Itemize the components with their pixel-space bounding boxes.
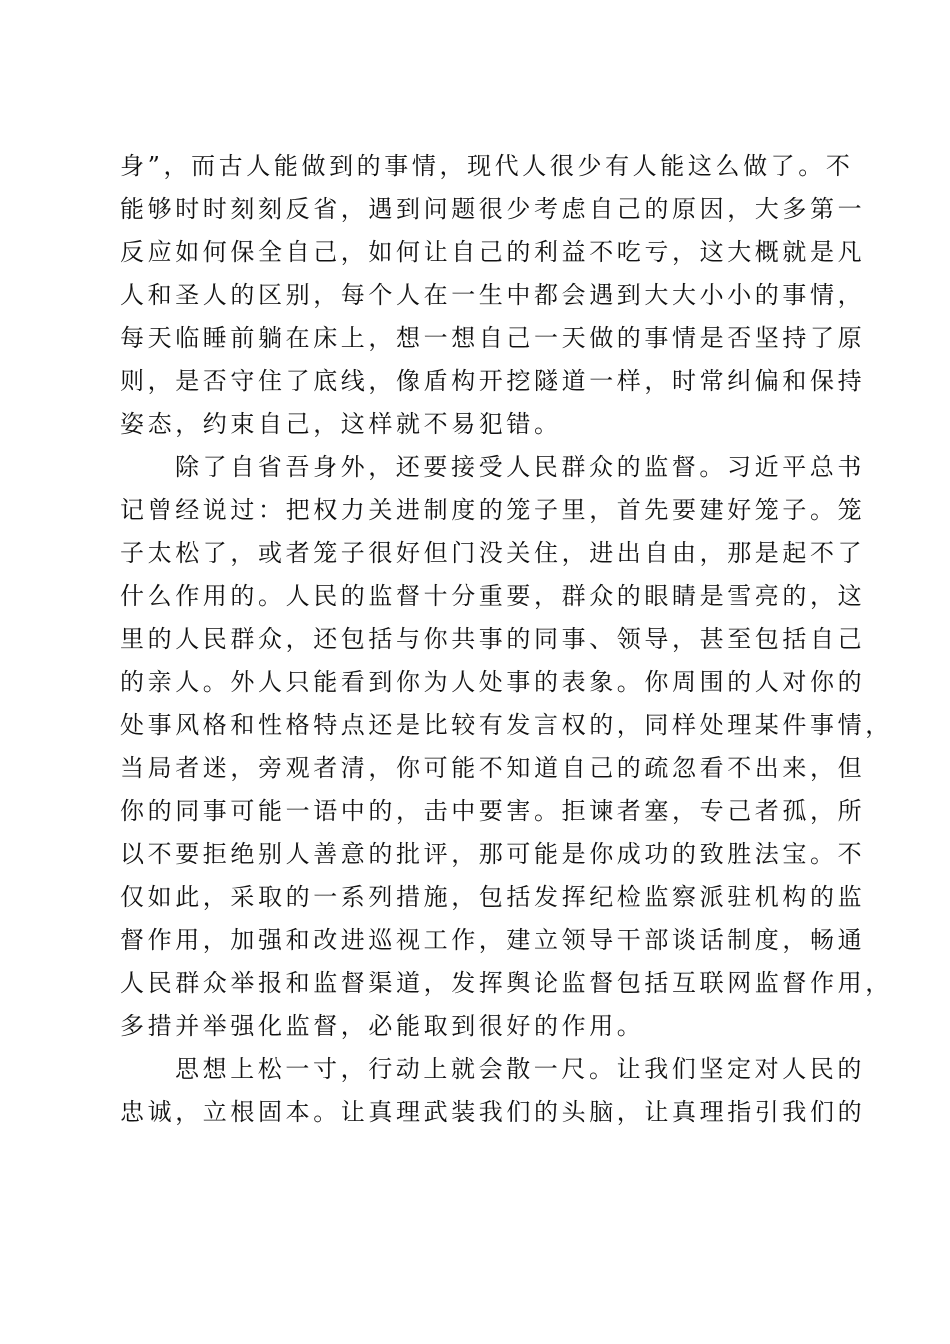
text-line: 当局者迷，旁观者清，你可能不知道自己的疏忽看不出来，但 [120, 754, 866, 782]
text-line: 思想上松一寸，行动上就会散一尺。让我们坚定对人民的 [175, 1055, 865, 1083]
text-line: 什么作用的。人民的监督十分重要，群众的眼睛是雪亮的，这 [120, 582, 866, 610]
body-text [120, 145, 893, 1134]
text-line: 每天临睡前躺在床上，想一想自己一天做的事情是否坚持了原 [120, 324, 866, 352]
paragraph-1 [120, 145, 866, 446]
text-line: 则，是否守住了底线，像盾构开挖隧道一样，时常纠偏和保持 [120, 367, 866, 395]
text-line: 身”，而古人能做到的事情，现代人很少有人能这么做了。不 [120, 152, 854, 180]
text-line: 反应如何保全自己，如何让自己的利益不吃亏，这大概就是凡 [120, 238, 866, 266]
text-line: 里的人民群众，还包括与你共事的同事、领导，甚至包括自己 [120, 625, 866, 653]
text-line: 督作用，加强和改进巡视工作，建立领导干部谈话制度，畅通 [120, 926, 866, 954]
text-line: 子太松了，或者笼子很好但门没关住，进出自由，那是起不了 [120, 539, 866, 567]
text-line: 以不要拒绝别人善意的批评，那可能是你成功的致胜法宝。不 [120, 840, 866, 868]
text-line: 多措并举强化监督，必能取到很好的作用。 [120, 1012, 645, 1040]
text-line: 忠诚，立根固本。让真理武装我们的头脑，让真理指引我们的 [120, 1098, 866, 1126]
text-line: 你的同事可能一语中的，击中要害。拒谏者塞，专己者孤，所 [120, 797, 866, 825]
text-line: 记曾经说过：把权力关进制度的笼子里，首先要建好笼子。笼 [120, 496, 866, 524]
text-line: 处事风格和性格特点还是比较有发言权的，同样处理某件事情， [120, 711, 893, 739]
text-line: 能够时时刻刻反省，遇到问题很少考虑自己的原因，大多第一 [120, 195, 866, 223]
text-line: 人和圣人的区别，每个人在一生中都会遇到大大小小的事情， [120, 281, 866, 309]
paragraph-2 [120, 446, 893, 1048]
text-line: 姿态，约束自己，这样就不易犯错。 [120, 410, 562, 438]
text-line: 仅如此，采取的一系列措施，包括发挥纪检监察派驻机构的监 [120, 883, 866, 911]
text-line: 人民群众举报和监督渠道，发挥舆论监督包括互联网监督作用， [120, 969, 893, 997]
text-line: 的亲人。外人只能看到你为人处事的表象。你周围的人对你的 [120, 668, 866, 696]
text-line: 除了自省吾身外，还要接受人民群众的监督。习近平总书 [175, 453, 865, 481]
paragraph-3 [120, 1048, 866, 1134]
